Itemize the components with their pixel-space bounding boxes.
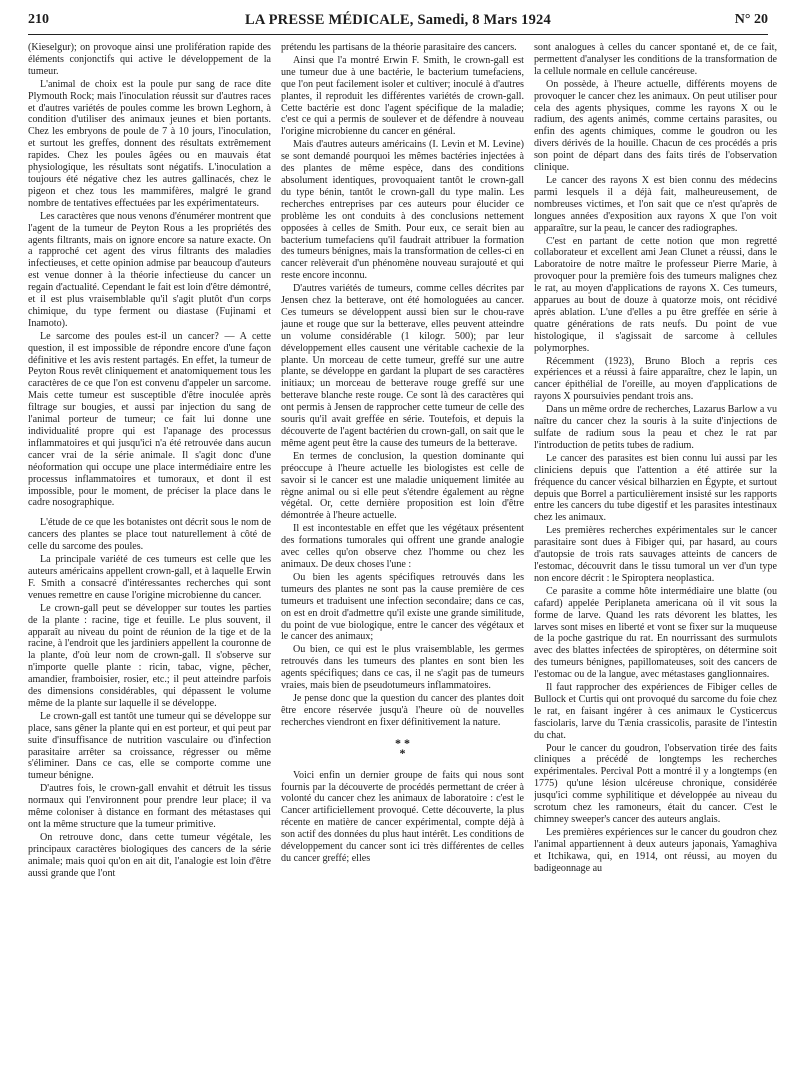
section-separator: * * * [395,735,410,760]
paragraph: (Kieselgur); on provoque ainsi une prolifération rapide des éléments conjonctifs qui active le développement de la tumeur. [28,42,271,77]
issue-number: N° 20 [734,12,768,27]
header-rule [28,34,768,35]
paragraph: Le cancer des parasites est bien connu lui aussi par les cliniciens depuis que l'attention a été attirée sur la fréquence du cancer vésical bilharzien en Égypte, et surtout depuis que Borrel a particulièrement insisté sur les rapports entre les cancers du tube digestif et les parasites intestinaux chez les animaux. [534,452,777,524]
paragraph: Le crown-gall est tantôt une tumeur qui se développe sur place, sans gêner la plante qui en est porteur, et qui peut par suite d'insuffisance de nutrition vasculaire ou d'infection parasitaire arrêter sa croissance, régresser ou même s'éliminer. Dans ce cas, elle se comporte comme une tumeur bénigne. [28,710,271,782]
paragraph: Récemment (1923), Bruno Bloch a repris ces expériences et a réussi à faire apparaître, chez le lapin, un cancer épithélial de l'oreille, au moyen d'applications de rayons X poursuivies pendant trois ans. [534,355,777,403]
paragraph: En termes de conclusion, la question dominante qui préoccupe à l'heure actuelle les biologistes est celle de savoir si le cancer est une maladie uniquement limitée au règne animal ou si elle peut s'étendre également au règne végétal. Or, cette dernière proposition est loin d'être démontrée à l'heure actuelle. [281,450,524,522]
paragraph: Le cancer des rayons X est bien connu des médecins parmi lesquels il a déjà fait, malheureusement, de nombreuses victimes, et l'on sait que ce n'est qu'après de longues années d'exposition aux rayons X que l'on voit apparaître, sur la peau, le cancer des radiographes. [534,174,777,234]
paragraph: On possède, à l'heure actuelle, différents moyens de provoquer le cancer chez les animaux. On peut utiliser pour cela des agents physiques, comme les rayons X ou le radium, des agents animés, comme certains parasites, ou enfin des agents chimiques, comme le goudron ou les divers dérivés de la houille. Chacun de ces procédés a pris son point de départ dans des faits tirés de l'observation clinique. [534,78,777,174]
paragraph: Il est incontestable en effet que les végétaux présentent des formations tumorales qui offrent une grande analogie avec celles qu'on observe chez l'homme ou chez les animaux. De deux choses l'une : [281,523,524,570]
paragraph: Dans un même ordre de recherches, Lazarus Barlow a vu naître du cancer chez la souris à la suite d'injections de sulfate de radium sous la peau et chez le rat par l'introduction de petits tubes de radium. [534,404,777,451]
paragraph: D'autres fois, le crown-gall envahit et détruit les tissus normaux qui l'environnent pour prendre leur place; il va même coloniser à distance en formant des métastases qui ont la même structure que la tumeur primitive. [28,783,271,830]
paragraph: Les premières recherches expérimentales sur le cancer parasitaire sont dues à Fibiger qui, par hasard, au cours d'autopsie de trois rats sauvages atteints de cancers de l'estomac, découvrit dans le tissu tumoral un ver d'un type non encore décrit : le Spiroptera neoplastica. [534,525,777,584]
paragraph: sont analogues à celles du cancer spontané et, de ce fait, permettent d'analyser les conditions de la transformation de la cellule normale en cellule cancéreuse. [534,42,777,77]
page-header [28,12,768,34]
paragraph: Voici enfin un dernier groupe de faits qui nous sont fournis par la découverte de procédés permettant de créer à volonté du cancer chez les animaux de laboratoire : c'est le Cancer artificiellement provoqué. Cette découverte, la plus récente en matière de cancer expérimental, compte déjà à son actif des données du plus haut intérêt. Les conditions de développement du cancer sont ici très différentes de celles du cancer greffé; elles [281,769,524,864]
paragraph: Ou bien les agents spécifiques retrouvés dans les tumeurs des plantes ne sont pas la cause première de ces tumeurs et traduisent une infection secondaire; dans ce cas, on est en droit d'admettre qu'il existe une grande similitude, du point de vue biologique, entre le cancer des végétaux et le cancer des animaux; [281,571,524,643]
paragraph: Les premières expériences sur le cancer du goudron chez l'animal appartiennent à deux auteurs japonais, Yamaghiva et Itchikawa, qui, en 1914, ont réussi, au moyen du badigeonnage au [534,826,777,874]
paragraph: Le sarcome des poules est-il un cancer? — A cette question, il est impossible de répondre encore d'une façon définitive et les avis restent partagés. En effet, la tumeur de Peyton Rous revêt cliniquement et anatomiquement tous les caractères de ce que l'on est convenu d'appeler un sarcome. Mais cette tumeur est susceptible d'être inoculée après filtrage sur bougies, et aussi par injection du sang de l'animal porteur de tumeur; ce fait lui donne une individualité propre qui est l'apanage des processus inflammatoires et qui jusqu'ici n'a été retrouvée dans aucun cancer vrai de la série animale. Il s'agit donc d'une néoformation qui occupe une place intermédiaire entre les processus inflammatoires et tumoraux, et dont il est impossible, pour le moment, de préciser la place dans le cadre nosographique. [28,330,271,509]
paragraph: Les caractères que nous venons d'énumérer montrent que l'agent de la tumeur de Peyton Rous a les propriétés des agents filtrants, mais on ignore encore sa nature exacte. On a rapproché cet agent des virus filtrants des maladies infectieuses, et cette opinion admise par beaucoup d'auteurs est venue donner à la théorie infectieuse du cancer un regain d'actualité. Cependant le fait est loin d'être démontré, et il est plus vraisemblable qu'il s'agit plutôt d'un corps chimique, du type ferment ou diastase (Fujinami et Inamoto). [28,210,271,329]
paragraph: Je pense donc que la question du cancer des plantes doit être encore réservée jusqu'à l'heure où de nouvelles recherches viendront en fixer définitivement la nature. [281,692,524,728]
paragraph: Ou bien, ce qui est le plus vraisemblable, les germes retrouvés dans les tumeurs des plantes en sont bien les agents spécifiques; dans ce cas, il ne s'agit pas de tumeurs vraies, mais bien de pseudotumeurs inflammatoires. [281,644,524,692]
column-3 [534,42,777,1062]
journal-title: LA PRESSE MÉDICALE, Samedi, 8 Mars 1924 [245,12,551,28]
paragraph: L'animal de choix est la poule pur sang de race dite Plymouth Rock; mais l'inoculation réussit sur d'autres races et d'autres variétés de poules comme les brown Leghorn, à condition d'utiliser des animaux jeunes et bien portants. Chez les embryons de poule de 7 à 10 jours, l'inoculation, et surtout les greffes, donnent des résultats extrêmement rapides. Chez les poules âgées ou en mauvais état physiologique, les résultats sont négatifs. L'inoculation a toujours été négative chez les autres gallinacés, chez le pigeon et chez tous les mammifères, malgré le grand nombre de tentatives effectuées par les expérimentateurs. [28,78,271,209]
paragraph: La principale variété de ces tumeurs est celle que les auteurs américains appellent crown-gall, et à laquelle Erwin F. Smith a consacré d'intéressantes recherches qui sont venues remettre en cause l'origine microbienne du cancer. [28,554,271,601]
column-1 [28,42,271,1062]
paragraph: prétendu les partisans de la théorie parasitaire des cancers. [281,42,517,53]
paragraph: D'autres variétés de tumeurs, comme celles décrites par Jensen chez la betterave, ont été homologuées au cancer. Ces tumeurs se développent aussi bien sur le chou-rave jaune et rouge que sur la betterave, elles peuvent atteindre un volume considérable (1 kilogr. 500); par leur développement elles causent une véritable cachexie de la plante. Un morceau de cette tumeur, greffé sur une autre plante, se développe en gardant la plupart de ses caractères initiaux; un morceau de betterave rouge greffé sur une betterave blanche reste rouge. Ce sont là des caractères qui ont permis à Jensen de rapprocher cette tumeur de celle des souris qu'il avait greffée en série. Toutefois, et depuis la découverte de l'agent bactérien du crown-gall, on sait que le même agent peut être la cause des tumeurs de la betterave. [281,283,524,449]
paragraph: Pour le cancer du goudron, l'observation tirée des faits cliniques a précédé de longtemps les recherches expérimentales. Percival Pott a montré il y a longtemps (en 1775) qu'une lésion ulcéreuse chronique, considérée jusqu'ici comme syphilitique et développée au niveau du scrotum chez les ramoneurs, était du cancer. C'est le chimney sweeper's cancer des auteurs anglais. [534,742,777,825]
paragraph: L'étude de ce que les botanistes ont décrit sous le nom de cancers des plantes se place tout naturellement à côté de celle du sarcome des poules. [28,517,271,553]
paragraph: Mais d'autres auteurs américains (I. Levin et M. Levine) se sont demandé pourquoi les mêmes bactéries injectées à des plantes de même espèce, dans des conditions absolument identiques, provoquaient tantôt le crown-gall du type bénin, tantôt le crown-gall du type malin. Les recherches entreprises par ces auteurs pour élucider ce problème les ont conduits à des conclusions nettement opposées à celles de Smith. Pour eux, ce serait bien au bacterium tumefaciens qu'il faudrait attribuer la formation des tumeurs bénignes, mais la transformation de celles-ci en cancer relèverait d'un phénomène nouveau surajouté et qui reste encore inconnu. [281,139,524,282]
paragraph: On retrouve donc, dans cette tumeur végétale, les principaux caractères biologiques des cancers de la série animale; mais quoi qu'on en ait dit, l'analogie est loin d'être aussi grande que l'ont [28,831,271,879]
column-2 [281,42,524,1062]
paragraph: Ainsi que l'a montré Erwin F. Smith, le crown-gall est une tumeur due à une bactérie, le bacterium tumefaciens, que l'on peut facilement isoler et cultiver; inoculé à d'autres plantes, il reproduit les différentes variétés de crown-gall. Cette bactérie est donc l'agent spécifique de la maladie; c'est ce qui a permis de soulever et de défendre à nouveau l'origine microbienne du cancer en général. [281,54,524,138]
paragraph: Ce parasite a comme hôte intermédiaire une blatte (ou cafard) appelée Periplaneta americana où il vit sous la forme de larve. Quand les rats dévorent les blattes, les larves sont mises en liberté et vont se fixer sur la muqueuse de la poche gastrique du rat. En nourrissant des surmulots avec des blattes infectées de spiroptères, on détermine soit des tumeurs bénignes, papillomateuses, soit des cancers de l'estomac ou de la langue, avec métastases ganglionnaires. [534,585,777,681]
paragraph: Il faut rapprocher des expériences de Fibiger celles de Bullock et Curtis qui ont provoqué du sarcome du foie chez le rat, en faisant ingérer à ces animaux le Cysticercus fasciolaris, larve du Tænia crassicolis, parasite de l'intestin du chat. [534,682,777,741]
page-number: 210 [28,12,49,27]
paragraph: C'est en partant de cette notion que mon regretté collaborateur et excellent ami Jean Clunet a réussi, dans le Laboratoire de notre maître le professeur Pierre Marie, à provoquer pour la première fois des tumeurs malignes chez le rat, au moyen d'applications de rayons X. Ces tumeurs, apparues au bout de douze à quatorze mois, ont récidivé après ablation. L'une d'elles a pu être greffée en série à quatre générations de rats neufs. Du point de vue histologique, il s'agissait de sarcome à cellules polymorphes. [534,235,777,354]
paragraph: Le crown-gall peut se développer sur toutes les parties de la plante : racine, tige et feuille. Le plus souvent, il apparaît au niveau du point de réunion de la tige et de la racine, à l'endroit que les jardiniers appellent la couronne de la plante, d'où leur nom de crown-gall. Il s'observe sur n'importe quelle plante : ricin, tabac, vigne, pêcher, amandier, framboisier, rosier, etc.; il peut atteindre parfois des dimensions considérables, qui dépassent le volume même de la plante sur laquelle il se développe. [28,602,271,709]
